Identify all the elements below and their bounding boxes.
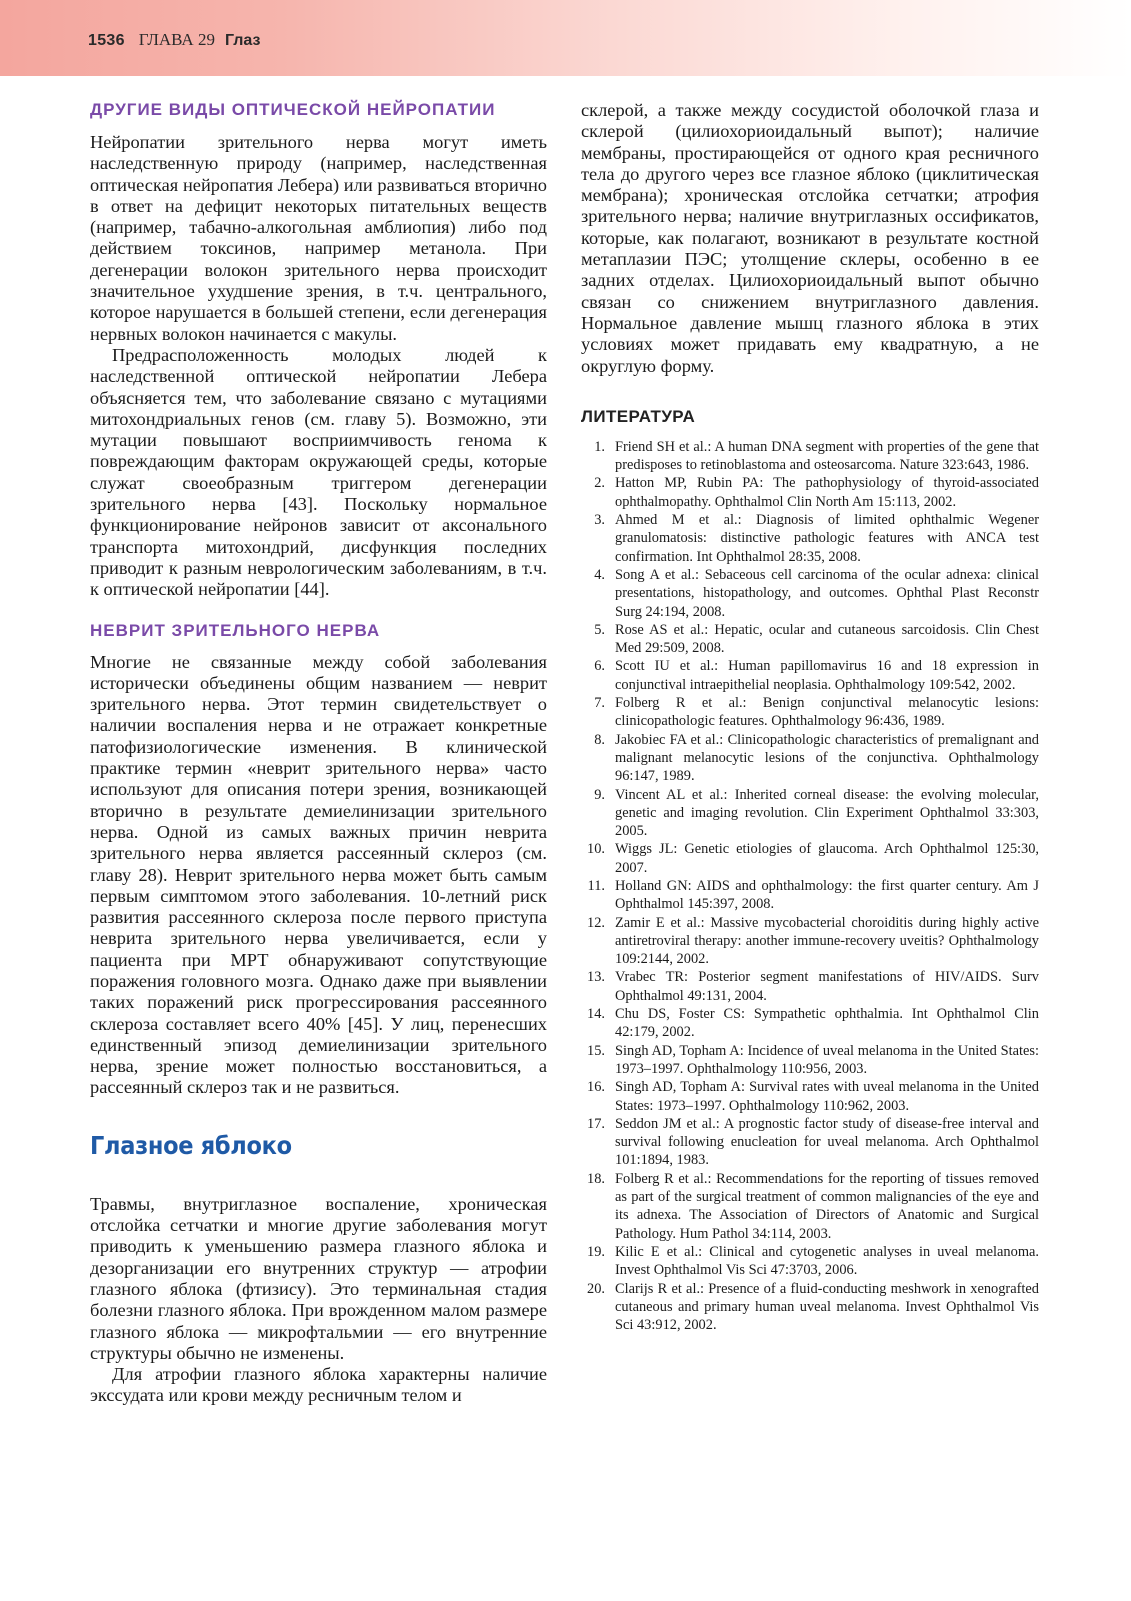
reference-item [581, 840, 1039, 877]
reference-number: 1. [594, 438, 605, 455]
reference-item [581, 621, 1039, 658]
reference-number: 12. [587, 914, 605, 931]
paragraph-eyeball-2-continued: склерой, а также между сосудистой оболочкой глаза и склерой (цилиохориоидальный выпот); наличие мембраны, простирающейся от одного края ресничного тела до другого через все глазное яблоко (циклитическая мембрана); хроническая отслойка сетчатки; атрофия зрительного нерва; наличие внутриглазных оссификатов, которые, как полагают, возникают в результате костной метаплазии ПЭС; утолщение склеры, особенно в ее задних отделах. Цилиохориоидальный выпот обычно связан со снижением внутриглазного давления. Нормальное давление мышц глазного яблока в этих условиях может придавать ему квадратную, а не округлую форму. [581, 100, 1039, 376]
reference-number: 17. [587, 1115, 605, 1132]
reference-text: Folberg R et al.: Benign conjunctival melanocytic lesions: clinicopathologic features. Ophthalmology 96:436, 1989. [615, 695, 1039, 730]
references-list [581, 438, 1039, 1335]
section-heading-eyeball: Глазное яблоко [90, 1130, 292, 1160]
reference-item [581, 877, 1039, 914]
reference-item [581, 1170, 1039, 1243]
reference-text: Kilic E et al.: Clinical and cytogenetic analyses in uveal melanoma. Invest Ophthalmol Vis Sci 47:3703, 2006. [615, 1243, 1039, 1279]
reference-text: Singh AD, Topham A: Incidence of uveal melanoma in the United States: 1973–1997. Ophthalmology 110:956, 2003. [615, 1042, 1039, 1077]
reference-number: 10. [587, 841, 605, 858]
reference-text: Folberg R et al.: Recommendations for the reporting of tissues removed as part of the surgical treatment of common malignancies of the eye and its adnexa. The Association of Directors of Anatomic and Surgical Pathology. Hum Pathol 34:114, 2003. [615, 1170, 1039, 1242]
reference-item [581, 914, 1039, 969]
reference-text: Hatton MP, Rubin PA: The pathophysiology of thyroid-associated ophthalmopathy. Ophthalmol Clin North Am 15:113, 2002. [615, 475, 1039, 510]
reference-item [581, 438, 1039, 475]
chapter-title: Глаз [224, 32, 261, 49]
reference-item [581, 1005, 1039, 1042]
reference-text: Song A et al.: Sebaceous cell carcinoma of the ocular adnexa: clinical presentations, histopathology, and outcomes. Ophthal Plast Reconstr Surg 24:194, 2008. [615, 566, 1039, 620]
reference-text: Jakobiec FA et al.: Clinicopathologic characteristics of premalignant and malignant melanocytic lesions of the conjunctiva. Ophthalmology 96:147, 1989. [615, 731, 1039, 785]
reference-item [581, 1078, 1039, 1115]
reference-item [581, 511, 1039, 566]
reference-number: 14. [587, 1006, 605, 1023]
reference-text: Zamir E et al.: Massive mycobacterial choroiditis during highly active antiretroviral therapy: another immune-recovery uveitis? Ophthalmology 109:2144, 2002. [615, 914, 1039, 968]
reference-text: Scott IU et al.: Human papillomavirus 16 and 18 expression in conjunctival intraepithelial neoplasia. Ophthalmology 109:542, 2002. [615, 658, 1039, 693]
reference-item [581, 657, 1039, 694]
reference-number: 19. [587, 1243, 605, 1260]
reference-text: Holland GN: AIDS and ophthalmology: the first quarter century. Am J Ophthalmol 145:397, 2008. [615, 877, 1039, 913]
reference-text: Singh AD, Topham A: Survival rates with uveal melanoma in the United States: 1973–1997. Ophthalmology 110:962, 2003. [615, 1079, 1039, 1114]
chapter-label: ГЛАВА 29 [138, 30, 215, 49]
reference-item [581, 694, 1039, 731]
reference-number: 3. [594, 512, 605, 529]
reference-text: Wiggs JL: Genetic etiologies of glaucoma. Arch Ophthalmol 125:30, 2007. [615, 841, 1039, 876]
left-column [90, 100, 547, 1407]
reference-number: 20. [587, 1280, 605, 1297]
reference-number: 8. [594, 731, 605, 748]
reference-number: 13. [587, 969, 605, 986]
reference-text: Ahmed M et al.: Diagnosis of limited ophthalmic Wegener granulomatosis: distinctive pathologic features with ANCA test confirmation. Int Ophthalmol 28:35, 2008. [615, 512, 1039, 565]
reference-number: 5. [594, 621, 605, 638]
reference-text: Chu DS, Foster CS: Sympathetic ophthalmia. Int Ophthalmol Clin 42:179, 2002. [615, 1006, 1039, 1041]
reference-item [581, 1280, 1039, 1335]
paragraph-optic-neuropathy-2: Предрасположенность молодых людей к наследственной оптической нейропатии Лебера объясняется тем, что заболевание связано с мутациями митохондриальных генов (см. главу 5). Возможно, эти мутации повышают восприимчивость генома к повреждающим факторам окружающей среды, которые служат своеобразным триггером дегенерации зрительного нерва [43]. Поскольку нормальное функционирование нейронов зависит от аксонального транспорта митохондрий, дисфункция последних приводит к разным неврологическим заболеваниям, в т.ч. к оптической нейропатии [44]. [90, 344, 547, 600]
page-header-band [0, 0, 1131, 76]
reference-text: Rose AS et al.: Hepatic, ocular and cutaneous sarcoidosis. Clin Chest Med 29:509, 2008. [615, 621, 1039, 657]
reference-item [581, 968, 1039, 1005]
section-heading-optic-neuropathy: ДРУГИЕ ВИДЫ ОПТИЧЕСКОЙ НЕЙРОПАТИИ [90, 100, 496, 119]
literature-heading: ЛИТЕРАТУРА [581, 406, 696, 426]
reference-text: Friend SH et al.: A human DNA segment with properties of the gene that predisposes to retinoblastoma and osteosarcoma. Nature 323:643, 1986. [615, 438, 1039, 474]
reference-item [581, 1115, 1039, 1170]
reference-text: Clarijs R et al.: Presence of a fluid-conducting meshwork in xenografted cutaneous and primary human uveal melanoma. Invest Ophthalmol Vis Sci 43:912, 2002. [615, 1280, 1039, 1334]
reference-item [581, 1243, 1039, 1280]
reference-number: 9. [594, 786, 605, 803]
reference-text: Vrabec TR: Posterior segment manifestations of HIV/AIDS. Surv Ophthalmol 49:131, 2004. [615, 969, 1039, 1004]
reference-number: 6. [594, 658, 605, 675]
reference-item [581, 566, 1039, 621]
reference-number: 16. [587, 1079, 605, 1096]
reference-item [581, 786, 1039, 841]
reference-number: 7. [594, 695, 605, 712]
reference-number: 11. [587, 877, 605, 894]
reference-number: 15. [587, 1042, 605, 1059]
paragraph-eyeball-1: Травмы, внутриглазное воспаление, хроническая отслойка сетчатки и многие другие заболевания могут приводить к уменьшению размера глазного яблока и дезорганизации его внутренних структур — атрофии глазного яблока (фтизису). Это терминальная стадия болезни глазного яблока. При врожденном малом размере глазного яблока — микрофтальмии — его внутренние структуры обычно не изменены. [90, 1193, 547, 1363]
page-number: 1536 [88, 32, 125, 49]
reference-item [581, 731, 1039, 786]
reference-text: Seddon JM et al.: A prognostic factor study of disease-free interval and survival following enucleation for uveal melanoma. Arch Ophthalmol 101:1894, 1983. [615, 1115, 1039, 1169]
reference-item [581, 1042, 1039, 1079]
reference-number: 18. [587, 1170, 605, 1187]
reference-text: Vincent AL et al.: Inherited corneal disease: the evolving molecular, genetic and imaging revolution. Clin Experiment Ophthalmol 33:303, 2005. [615, 786, 1039, 840]
right-column [581, 100, 1039, 1334]
reference-number: 4. [594, 566, 605, 583]
paragraph-optic-neuropathy-1: Нейропатии зрительного нерва могут иметь наследственную природу (например, наследственная оптическая нейропатия Лебера) или развиваться вторично в ответ на дефицит некоторых питательных веществ (например, табачно-алкогольная амблиопия) либо под действием токсинов, например метанола. При дегенерации волокон зрительного нерва происходит значительное ухудшение зрения, в т.ч. центрального, которое нарушается в большей степени, если дегенерация нервных волокон начинается с макулы. [90, 132, 547, 344]
paragraph-eyeball-2-start: Для атрофии глазного яблока характерны наличие экссудата или крови между ресничным телом и [90, 1364, 547, 1406]
paragraph-optic-neuritis-1: Многие не связанные между собой заболевания исторически объединены общим названием — неврит зрительного нерва. Этот термин свидетельствует о наличии воспаления нерва и не отражает конкретные патофизиологические изменения. В клинической практике термин «неврит зрительного нерва» часто используют для описания потери зрения, возникающей вторично в результате демиелинизации зрительного нерва. Одной из самых важных причин неврита зрительного нерва является рассеянный склероз (см. главу 28). Неврит зрительного нерва может быть самым первым симптомом этого заболевания. 10-летний риск развития рассеянного склероза после первого приступа неврита зрительного нерва увеличивается, если у пациента при МРТ обнаруживают сопутствующие поражения головного мозга. Однако даже при выявлении таких поражений риск прогрессирования рассеянного склероза составляет всего 40% [45]. У лиц, перенесших единственный эпизод демиелинизации зрительного нерва, зрение может полностью восстановиться, а рассеянный склероз так и не развиться. [90, 651, 547, 1098]
reference-number: 2. [594, 475, 605, 492]
reference-item [581, 474, 1039, 511]
running-header [88, 30, 260, 50]
section-heading-optic-neuritis: НЕВРИТ ЗРИТЕЛЬНОГО НЕРВА [90, 620, 381, 640]
